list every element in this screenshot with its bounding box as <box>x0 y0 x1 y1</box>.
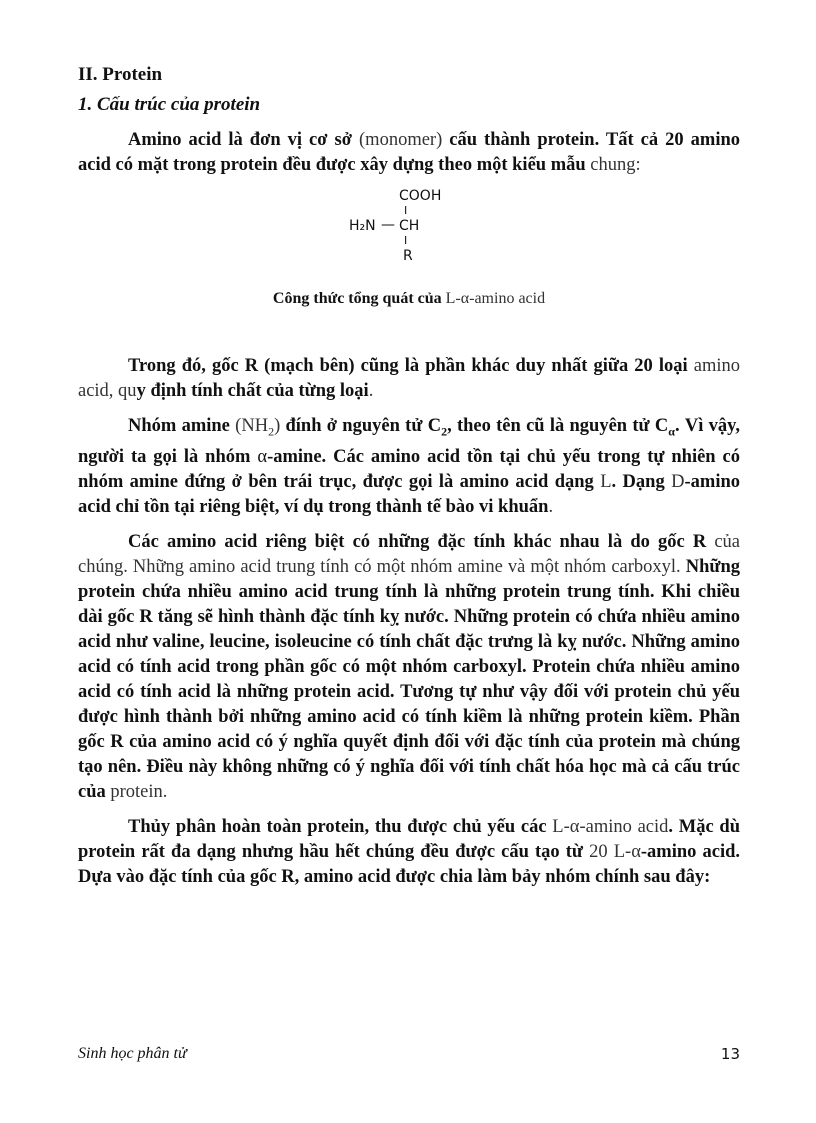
formula-h2n: H₂N <box>349 218 376 234</box>
para2-d-form: D <box>671 471 685 492</box>
intro-monomer: (monomer) <box>359 130 443 150</box>
formula-bond-bottom: I <box>404 234 408 247</box>
para4-e: -amino acid. Dựa vào đặc tính của gốc R, amino acid được chia làm bảy nhóm chính sau đây: <box>78 841 741 887</box>
intro-text-b: cấu thành protein. Tất cả 20 amino acid có mặt trong protein đều được xây dựng theo một kiểu mẫu <box>78 130 740 175</box>
formula-cooh: COOH <box>399 188 442 204</box>
para2-g: -amino acid chỉ tồn tại riêng biệt, ví dụ trong thành tế bào vi khuẩn <box>78 471 740 517</box>
para1-bold: Trong đó, gốc R (mạch bên) cũng là phần khác duy nhất giữa 20 loại <box>128 356 688 376</box>
page-footer <box>78 1045 740 1063</box>
page-number: 13 <box>720 1045 740 1063</box>
para2-calpha-sub: α <box>668 424 675 439</box>
page-content <box>78 64 740 890</box>
paragraph-1 <box>78 354 740 404</box>
formula-caption <box>78 290 740 308</box>
para2-alpha: α <box>257 446 268 467</box>
amino-acid-formula <box>78 182 740 284</box>
caption-rest: L-α-amino acid <box>441 290 546 307</box>
formula-ch: CH <box>399 218 420 234</box>
para1-bold2: y định tính chất của từng loại <box>136 381 369 401</box>
formula-r: R <box>403 248 413 264</box>
para2-h: . <box>548 496 554 517</box>
para2-f: . Dạng <box>611 471 672 492</box>
caption-bold: Công thức tổng quát của <box>272 290 442 307</box>
para2-c: , theo tên cũ là nguyên tử C <box>447 416 669 436</box>
para2-e: -amine. Các amino acid tồn tại chủ yếu trong tự nhiên có nhóm amine đứng ở bên trái trục, được gọi là amino acid dạng <box>78 446 740 492</box>
para2-l: L <box>600 471 612 492</box>
para4-d: 20 L-α <box>589 841 641 862</box>
formula-bond-top: I <box>404 204 408 217</box>
subsection-title: 1. Cấu trúc của protein <box>78 94 261 115</box>
para3-normal: của chúng. Những amino acid trung tính có một nhóm amine và một nhóm carboxyl. <box>78 531 740 577</box>
para2-c2-sub: 2 <box>441 424 448 439</box>
intro-paragraph <box>78 128 740 178</box>
para4-a: Thủy phân hoàn toàn protein, thu được chủ yếu các <box>128 816 553 837</box>
para2-a: Nhóm amine <box>128 416 236 436</box>
para3-end: protein. <box>105 781 168 802</box>
paragraph-3 <box>78 530 740 805</box>
intro-text-a: Amino acid là đơn vị cơ sở <box>128 130 360 150</box>
para4-b: L-α-amino acid <box>552 816 669 837</box>
paragraph-4 <box>78 815 740 890</box>
para4-c: . Mặc dù protein rất đa dạng nhưng hầu hết chúng đều được cấu tạo từ <box>78 816 740 862</box>
para2-nh2: $(NH_2)$ <box>235 416 281 439</box>
paragraph-2 <box>78 414 740 520</box>
para1-normal: amino acid, qu <box>78 356 740 401</box>
para1-end: . <box>368 381 374 401</box>
para2-d: . Vì vậy, người ta gọi là nhóm <box>78 416 740 467</box>
formula-bond-h: — <box>381 217 395 233</box>
para3-bold: Các amino acid riêng biệt có những đặc tính khác nhau là do gốc R <box>128 531 707 552</box>
para2-b: đính ở nguyên tử C <box>280 416 442 436</box>
footer-title: Sinh học phân tử <box>78 1045 187 1062</box>
section-title: II. Protein <box>78 64 163 85</box>
para3-bold2: Những protein chứa nhiều amino acid trung tính là những protein trung tính. Khi chiều dài gốc R tăng sẽ hình thành đặc tính kỵ nước. Những protein có chứa nhiều amino acid như valine, leucine, isoleucine có tính chất đặc trưng là kỵ nước. Những amino acid có tính acid trong phần gốc có một nhóm carboxyl. Protein chứa nhiều amino acid có tính acid là những protein acid. Tương tự như vậy đối với protein chủ yếu được hình thành bởi những amino acid có tính kiềm là những protein kiềm. Phần gốc R của amino acid có ý nghĩa quyết định đối với đặc tính của protein mà chúng tạo nên. Điều này không những có ý nghĩa đối với tính chất hóa học mà cả cấu trúc của <box>78 556 740 802</box>
intro-text-end: chung: <box>585 155 641 175</box>
